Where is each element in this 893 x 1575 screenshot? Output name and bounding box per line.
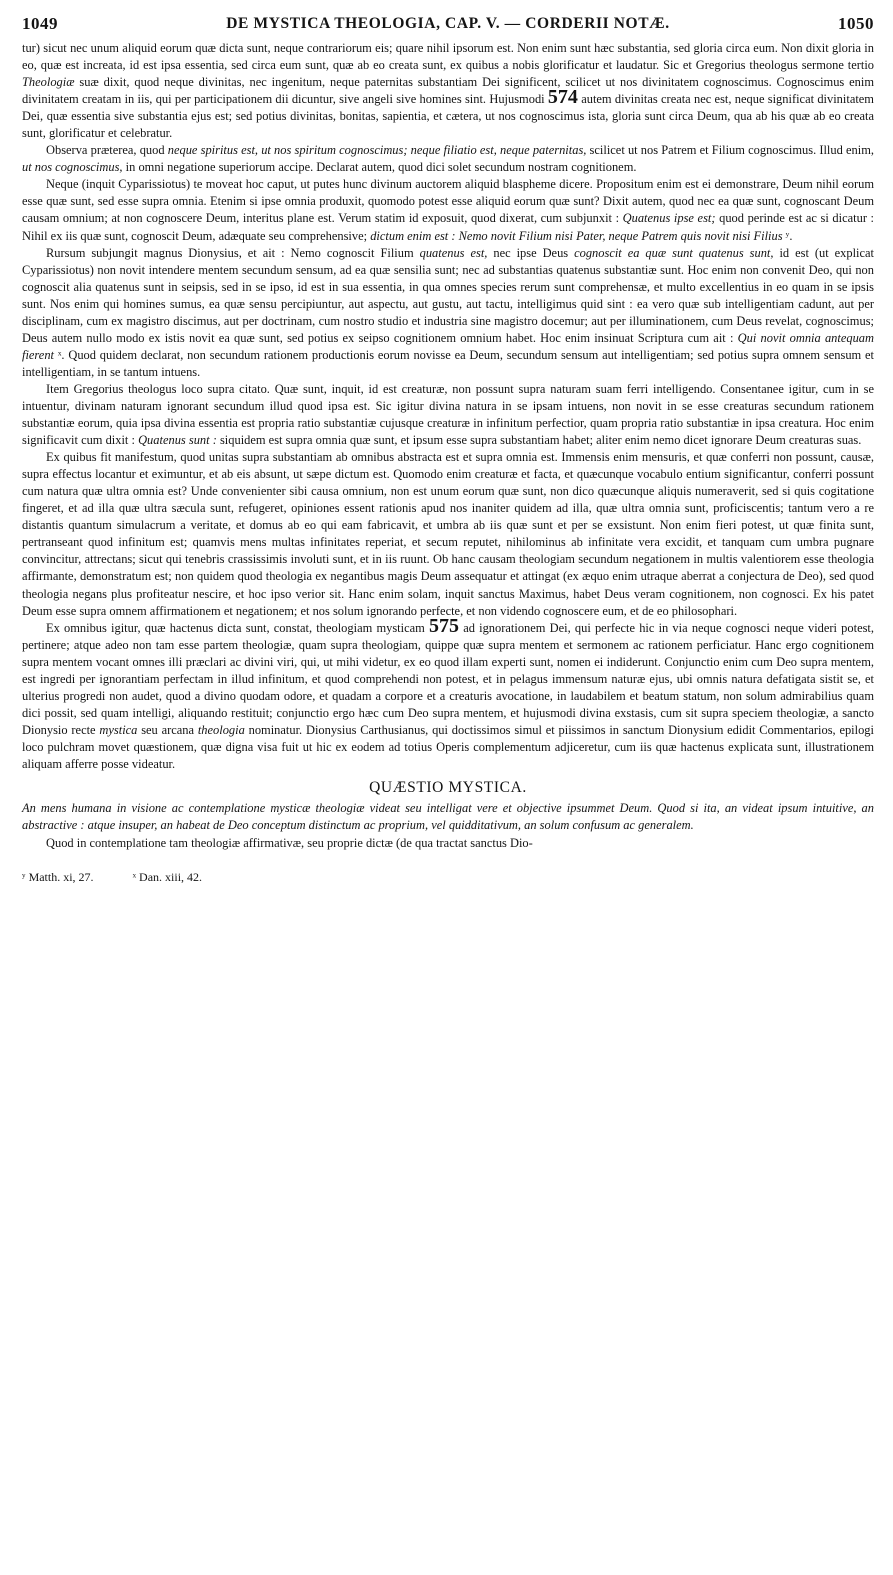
text-run: quod perinde est ac si dicatur : Nihil ex iis quæ sunt, cognoscit Deum, adæquate seu comprehensive; <box>22 211 875 243</box>
text-run: nec ipse Deus <box>487 245 575 260</box>
paragraph <box>22 381 874 449</box>
text-run: Ex omnibus igitur, quæ hactenus dicta sunt, constat, theologiam mysticam <box>46 620 430 635</box>
column-number-marker: 575 <box>429 614 460 637</box>
text-run: scilicet ut nos Patrem et Filium cognoscimus. Illud enim, <box>586 143 874 158</box>
text-run: autem divinitas creata nec est, neque significat divinitatem Dei, quæ essentia sive substantia ejus est; sed potius divinitas, bonitas, sapientia, et cætera, ut nos cognoscimus ista, gloria sunt circa Deum, qua ab his quæ ab eo creata sunt, glorificatur et celebratur. <box>22 92 874 141</box>
paragraph <box>22 40 874 142</box>
italic-run: Quatenus ipse est; <box>622 211 716 226</box>
text-run: Item Gregorius theologus loco supra citato. Quæ sunt, inquit, id est creaturæ, non possunt supra naturam suam ferri intelligendo. Consentanee igitur, cum in se intuentur, divinam naturam ignorant secundum illud quod ipsa est. Sic igitur divina natura in se ipsam intuens, non novit in se esse creaturas secundum rationem substantiæ eorum, quia ipsa divina essentia est propria ratio substantiæ cujusque creaturæ in infinitum perfectior, quam propria ratio substantiæ in ipsa creatura. Hoc enim significavit cum dixit : <box>22 381 874 448</box>
text-run: ad ignorationem Dei, qui perfecte hic in via neque cognosci neque videri potest, pertinere; atque adeo non tam esse partem theologiæ, quam supra theologiam, quippe quæ supra mentem et sermonem ac rationem perficiatur. Hanc ergo cognitionem supra mentem vocant omnes illi præclari ac divini viri, qui, ut mihi videtur, ex eo quod illam experti sunt, nomen ei indiderunt. Conjunctio enim cum Deo supra mentem, est ingredi per ignorantiam perfectam in illud infinitum, et quod comprehendi non potest, et in pelagus immensum naturæ ejus, ubi omnis natura defatigata sistit se, et ulterius progredi non audet, quod a divino quodam odore, et quadam a corpore et a creaturis avocatione, in laudabilem et beatum statum, non solum admirabilius quam dici possit, sed quam intelligi, aliquando restituit; conjunctio ergo hæc cum Deo supra mentem, et hujusmodi divina exstasis, cum sit supra speciem theologiæ, a sancto Dionysio recte <box>22 620 874 737</box>
italic-run: mystica <box>99 722 138 737</box>
text-run: Ex quibus fit manifestum, quod unitas supra substantiam ab omnibus abstracta est et supra omnia est. Immensis enim mensuris, et quæ conferri non possunt, causæ, supra effectus locantur et eximuntur, et ab eis absunt, ut sæpe dictum est. Quomodo enim creaturæ et facta, et quæcunque vocabulo entium significantur, conferri possunt cum natura quæ ultra omnia est? Unde convenienter sibi causa omnium, non est unum eorum quæ sunt, non dico quæcunque aliquis numeraverit, sed si quis cogitatione fingeret, et ad illa quæ ultra sæcula sunt, refugeret, opiniones essent rationis apud nos inaniter quidem ad illa, quæ ultra omnia sunt, proficiscentis; tantum vero a re distantis quantum simulacrum a veritate, et domus ab eo qui eam fabricavit, et umbra ab iis quæ sunt et per se exsistunt. Non enim fieri potest, ut quæ finita sunt, pertranseant quod infinitum est; quamvis mens multas infinitates reperiat, et secum reputet, nihilominus ab infinitate vera excidit, et tanquam cum umbra pugnare convincitur, attrectans; sicut qui tenebris crassissimis involuti sunt, et in iis ruunt. Ob hanc causam theologiam secundum negationem in multis valentiorem esse theologia affirmante, demonstratum est; non quidem quod theologia ex negantibus magis Deum assequatur et attingat (ex æquo enim utraque aberrat a conjectura de Deo), sed quod theologia negans plus profiteatur nescire, et hoc ipso verior sit. Hanc enim solam, inquit sanctus Maximus, habet Deus veram cognitionem, non cognosci. Ex his patet Deum esse supra omnem affirmationem et negationem; et nos solum ignorando perfecte, et non videndo cognoscere eum, et de eo philosophari. <box>22 450 874 618</box>
text-run: Rursum subjungit magnus Dionysius, et ait : Nemo cognoscit Filium <box>46 245 420 260</box>
footnote: ʸ Matth. xi, 27. <box>22 870 94 885</box>
page-number-right: 1050 <box>838 14 874 33</box>
paragraph <box>22 245 874 381</box>
running-header <box>22 14 874 40</box>
text-run: id est (ut explicat Cyparissiotus) non novit intendere mentem secundum sensum, ad ea quæ sensilia sunt; nec ad substantias quatenus substantiæ sunt. Hoc enim non convenit Deo, qui non cognoscit alia quatenus sunt in seipsis, sed in se ipso, id est in sua essentia, in qua omnes species rerum sunt comprehensæ, et multo excellentius in eo quam in se ipsis sunt. Nos enim qui homines sumus, ea quæ sensu percipiuntur, aut aspectu, aut gustu, aut tactu, intelligimus quid sint : ea vero quæ sub intelligentiam cadunt, aut per disciplinam, cum ex magistro discimus, aut per doctrinam, cum nostro studio et industria sine magistro docemur; aut per illuminationem, cum Deus revelat, cognoscimus; Deus autem nullo modo ex istis novit ea quæ sunt, sed potius ex seipso cognitionem omnium habet. Hoc enim insinuat Scriptura cum ait : <box>22 245 875 345</box>
text-run: ˣ. Quod quidem declarat, non secundum rationem productionis eorum novisse ea Deum, secundum sensum aut intelligentiam; sed potius supra omnem sensum et intelligentiam, in se tantum intuens. <box>22 347 874 379</box>
paragraph <box>22 614 874 773</box>
text-run: ʸ. <box>782 228 793 243</box>
italic-run: quatenus est, <box>419 245 488 260</box>
italic-run: Theologiæ <box>22 75 75 90</box>
text-run: in omni negatione superiorum accipe. Declarat autem, quod dici solet secundum nostram cognitionem. <box>122 160 637 175</box>
italic-run: Quatenus sunt : <box>138 433 217 448</box>
running-title: DE MYSTICA THEOLOGIA, CAP. V. — CORDERII NOTÆ. <box>226 15 670 32</box>
book-page <box>22 14 874 885</box>
text-run: seu arcana <box>137 722 198 737</box>
question-subtitle: An mens humana in visione ac contemplatione mysticæ theologiæ videat seu intelligat vere et objective ipsummet Deum. Quod si ita, an videat ipsum intuitive, an abstractive : atque insuper, an habeat de Deo conceptum distinctum ac proprium, vel quidditativum, an solum confusum ac generalem. <box>22 801 874 832</box>
text-run: nominatur. Dionysius Carthusianus, qui doctissimos simul et piissimos in sanctum Dionysium edidit Commentarios, epilogi loco pulchram movet quæstionem, quæ digna visa fuit ut hic ex eodem ad totius Operis complementum adjiceretur, cum iis quæ hactenus explicata sunt, illustrationem aliquam afferre posse videatur. <box>22 722 874 771</box>
footnotes <box>22 870 874 885</box>
italic-run: theologia <box>197 722 245 737</box>
commentary-text <box>22 40 874 773</box>
question-opening-paragraph: Quod in contemplatione tam theologiæ affirmativæ, seu proprie dictæ (de qua tractat sanctus Dio- <box>46 836 533 851</box>
italic-run: Qui novit omnia antequam fierent <box>22 330 874 362</box>
text-run: suæ dixit, quod neque divinitas, nec ingenitum, neque paternitas substantiam Dei significent, scilicet ut nos divinitatem cognoscimus. Cognoscimus enim divinitatem creatam in iis, qui per participationem dii dicuntur, sive angeli sive homines sint. Hujusmodi <box>22 75 874 107</box>
italic-run: ut nos cognoscimus, <box>22 160 123 175</box>
italic-run: cognoscit ea quæ sunt quatenus sunt, <box>574 245 774 260</box>
italic-run: dictum enim est : Nemo novit Filium nisi Pater, neque Patrem quis novit nisi Filius <box>370 228 783 243</box>
paragraph <box>22 449 874 619</box>
footnote: ˣ Dan. xiii, 42. <box>132 870 203 885</box>
column-number-marker: 574 <box>547 86 578 109</box>
text-run: Neque (inquit Cyparissiotus) te moveat hoc caput, ut putes hunc divinum auctorem aliquid blaspheme dicere. Propositum enim est ei demonstrare, Deum nihil eorum esse quæ sunt, sed esse supra omnia. Etenim si ipse omnia produxit, quomodo potest esse aliquid eorum quæ sunt? Dixit autem, quod nec ea quæ sunt, cognoscant Deum causam omnium; at non cognoscere Deum, interitus plane est. Verum statim id exposuit, quod dixerat, cum subjunxit : <box>22 177 874 226</box>
text-run: siquidem est supra omnia quæ sunt, et ipsum esse supra substantiam habet; aliter enim nemo dicet ignorare Deum creaturas suas. <box>216 433 862 448</box>
paragraph <box>22 142 874 176</box>
italic-run: neque spiritus est, ut nos spiritum cognoscimus; neque filiatio est, neque paternitas, <box>167 143 587 158</box>
page-number-left: 1049 <box>22 14 58 33</box>
text-run: tur) sicut nec unum aliquid eorum quæ dicta sunt, neque contrariorum eis; quare nihil ipsorum est. Non enim sunt hæc substantia, sed gloria circa eum. Non dixit gloria in eo, quæ est increata, id est ipsa essentia, sed circa eum sunt, quæ ab eo creata sunt, ex quibus a nobis glorificatur et laudatur. Sic et Gregorius theologus sermone tertio <box>22 41 874 73</box>
paragraph <box>22 176 874 244</box>
question-title: QUÆSTIO MYSTICA. <box>369 779 527 797</box>
text-run: Observa præterea, quod <box>46 143 168 158</box>
